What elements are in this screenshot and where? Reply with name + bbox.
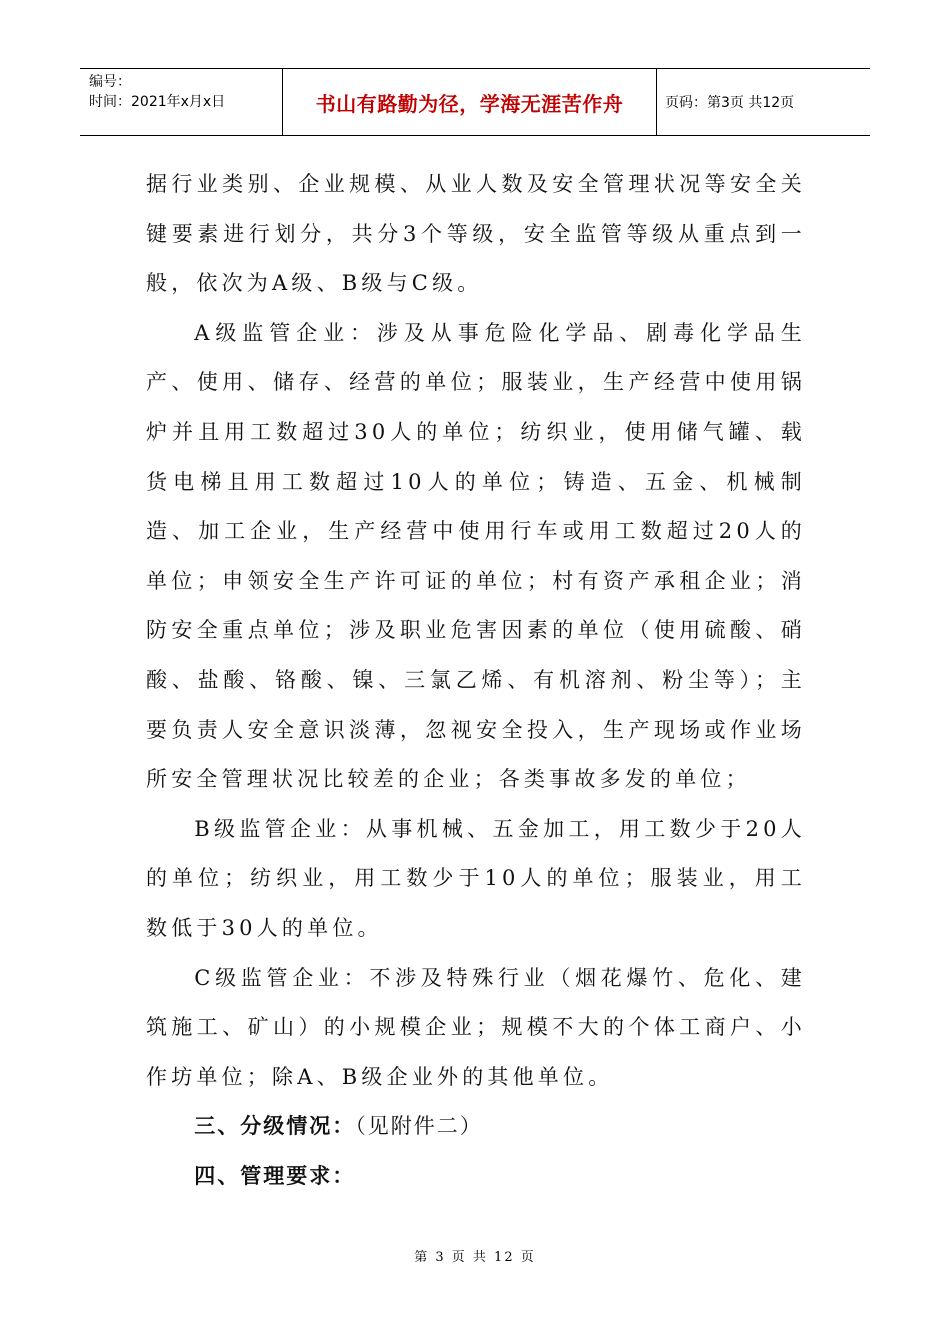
document-body xyxy=(146,160,806,1201)
page-footer xyxy=(0,1246,950,1265)
header-motto-text: 书山有路勤为径，学海无涯苦作舟 xyxy=(315,91,624,116)
section-heading-classification-title: 三、分级情况： xyxy=(194,1114,356,1139)
document-header xyxy=(80,68,870,136)
section-heading-classification-note: （见附件二） xyxy=(355,1114,483,1139)
header-meta xyxy=(80,69,283,135)
header-motto xyxy=(283,69,657,135)
footer-page-number: 第 3 页 共 12 页 xyxy=(414,1250,536,1265)
section-heading-management: 四、管理要求： xyxy=(194,1163,356,1188)
header-date-label: 时间：2021年x月x日 xyxy=(89,94,226,110)
section-heading-classification xyxy=(146,1102,806,1152)
body-paragraph-intro: 据行业类别、企业规模、从业人数及安全管理状况等安全关键要素进行划分，共分3个等级，安全监管等级从重点到一般，依次为A级、B级与C级。 xyxy=(146,172,806,296)
header-page-info xyxy=(657,69,870,135)
body-paragraph-level-a: A级监管企业：涉及从事危险化学品、剧毒化学品生产、使用、储存、经营的单位；服装业，生产经营中使用锅炉并且用工数超过30人的单位；纺织业，使用储气罐、载货电梯且用工数超过10人的单位；铸造、五金、机械制造、加工企业，生产经营中使用行车或用工数超过20人的单位；申领安全生产许可证的单位；村有资产承租企业；消防安全重点单位；涉及职业危害因素的单位（使用硫酸、硝酸、盐酸、铬酸、镍、三氯乙烯、有机溶剂、粉尘等）；主要负责人安全意识淡薄，忽视安全投入，生产现场或作业场所安全管理状况比较差的企业；各类事故多发的单位； xyxy=(146,320,806,792)
body-paragraph-level-b: B级监管企业：从事机械、五金加工，用工数少于20人的单位；纺织业，用工数少于10人的单位；服装业，用工数低于30人的单位。 xyxy=(146,816,806,940)
header-number-label: 编号： xyxy=(89,74,131,90)
header-page-label: 页码：第3页 共12页 xyxy=(665,95,795,111)
body-paragraph-level-c: C级监管企业：不涉及特殊行业（烟花爆竹、危化、建筑施工、矿山）的小规模企业；规模不大的个体工商户、小作坊单位；除A、B级企业外的其他单位。 xyxy=(146,965,806,1089)
